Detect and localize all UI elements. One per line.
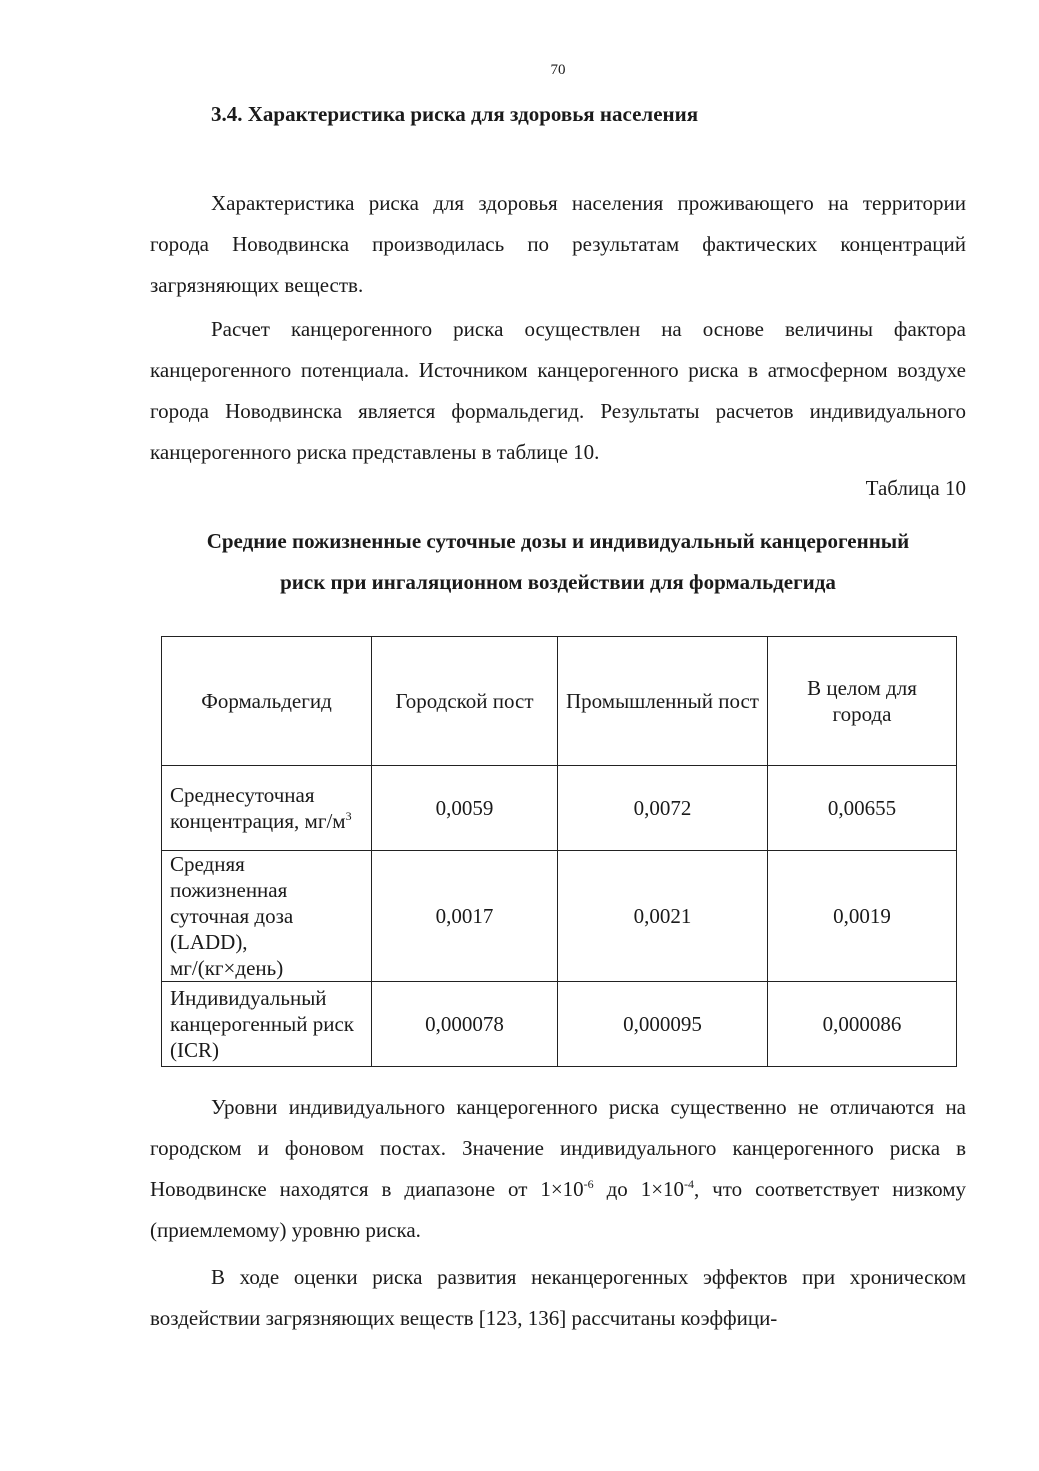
value-cell: 0,000078 — [372, 982, 558, 1067]
paragraph-intro: Характеристика риска для здоровья населения проживающего на территории города Новодвинска производилась по результатам фактических концентраций загрязняющих веществ. — [150, 191, 966, 297]
table-header-cell: Промышленный пост — [558, 637, 768, 766]
risk-table — [161, 636, 957, 1067]
table-header-cell: В целом для города — [768, 637, 957, 766]
paragraph-text: Уровни индивидуального канцерогенного риска существенно не отличаются на городском и фоновом постах. Значение индивидуального канцерогенного риска в Новодвинске находятся в диапазоне от 1×10 — [150, 1095, 966, 1201]
table-row — [162, 851, 957, 982]
paragraph-noncarcinogenic: В ходе оценки риска развития неканцерогенных эффектов при хроническом воздействии загрязняющих веществ [123, 136] рассчитаны коэффици- — [150, 1265, 966, 1330]
value-cell: 0,0072 — [558, 766, 768, 851]
value-cell: 0,0021 — [558, 851, 768, 982]
value-cell: 0,00655 — [768, 766, 957, 851]
table-header-cell: Городской пост — [372, 637, 558, 766]
value-cell: 0,0059 — [372, 766, 558, 851]
exponent: -6 — [583, 1177, 594, 1191]
table-header-cell: Формальдегид — [162, 637, 372, 766]
value-cell: 0,0019 — [768, 851, 957, 982]
paragraph-risk-levels — [150, 1087, 966, 1251]
row-label-superscript: 3 — [345, 809, 352, 823]
row-label: Среднесуточная концентрация, мг/м — [170, 783, 346, 833]
table-caption — [140, 521, 976, 603]
table-label: Таблица 10 — [865, 476, 966, 500]
row-label-cell: Индивидуальный канцерогенный риск (ICR) — [162, 982, 372, 1067]
table-caption-line-2: риск при ингаляционном воздействии для формальдегида — [280, 570, 836, 594]
paragraph-text: , что соответствует низкому (приемлемому) уровню риска. — [150, 1177, 967, 1242]
paragraph-carcinogenic-calc: Расчет канцерогенного риска осуществлен на основе величины фактора канцерогенного потенциала. Источником канцерогенного риска в атмосферном воздухе города Новодвинска является формальдегид. Результаты расчетов индивидуального канцерогенного риска представлены в таблице 10. — [150, 317, 966, 464]
exponent: -4 — [684, 1177, 695, 1191]
value-cell: 0,0017 — [372, 851, 558, 982]
table-header-row — [162, 637, 957, 766]
row-label-cell: Средняя пожизненная суточная доза (LADD), мг/(кг×день) — [162, 851, 372, 982]
row-label-cell — [162, 766, 372, 851]
page-number: 70 — [550, 62, 566, 78]
table-caption-line-1: Средние пожизненные суточные дозы и индивидуальный канцерогенный — [206, 529, 910, 553]
table-row — [162, 982, 957, 1067]
paragraph-text: до 1×10 — [593, 1177, 685, 1201]
table-row — [162, 766, 957, 851]
section-heading: 3.4. Характеристика риска для здоровья населения — [211, 102, 699, 126]
value-cell: 0,000086 — [768, 982, 957, 1067]
value-cell: 0,000095 — [558, 982, 768, 1067]
